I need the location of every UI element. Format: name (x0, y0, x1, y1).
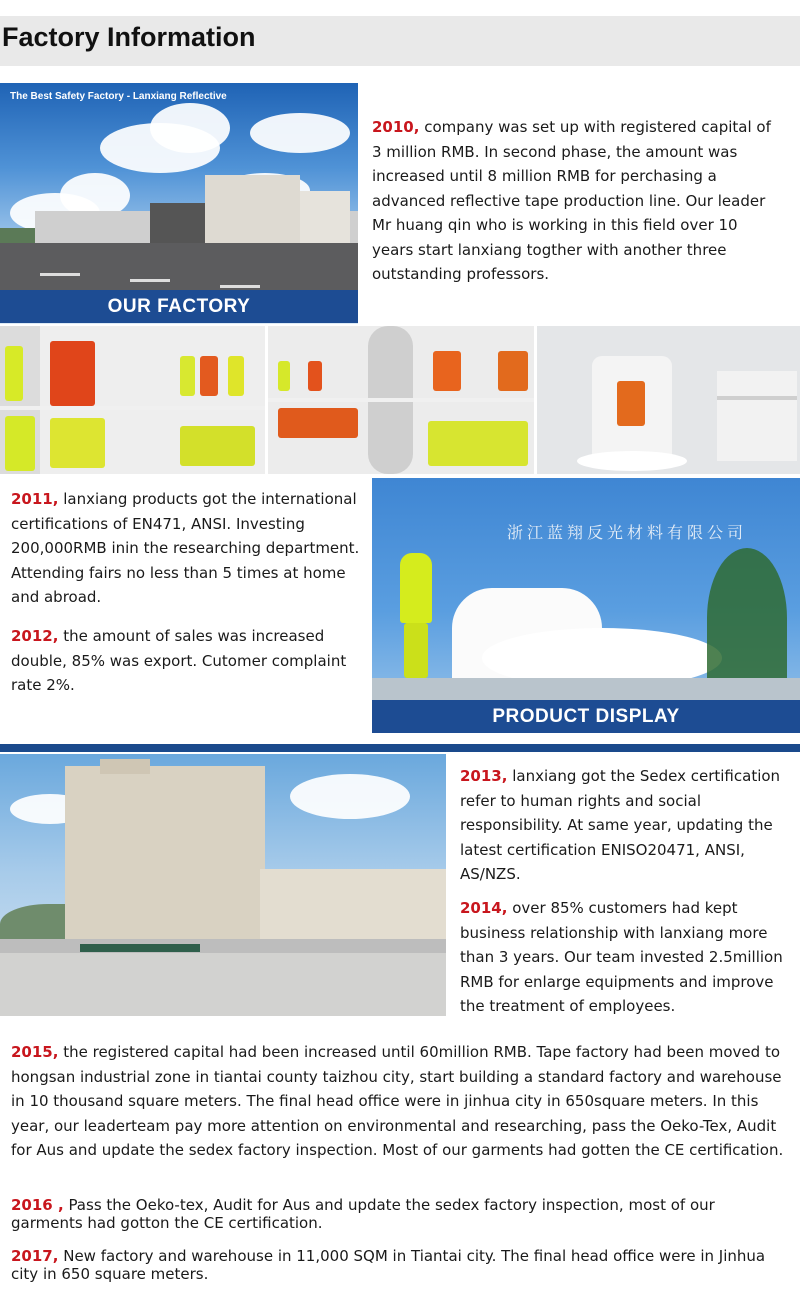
history-2011 (11, 487, 366, 610)
history-2015 (11, 1040, 791, 1163)
page-title: Factory Information (2, 22, 256, 52)
history-text: the amount of sales was increased double, 85% was export. Cutomer complaint rate 2%. (11, 627, 347, 694)
history-text: company was set up with registered capital of 3 million RMB. In second phase, the amount was increased until 8 million RMB for perchasing a advanced reflective tape production line. Our leader Mr huang qin who is working in this field over 10 years start lanxiang togther with another three outstanding professors. (372, 118, 771, 283)
showroom-photo-3 (537, 326, 800, 474)
history-2017 (11, 1247, 791, 1283)
history-2014 (460, 896, 790, 1019)
year-label: 2016 , (11, 1196, 64, 1214)
factory-photo (0, 83, 358, 324)
year-label: 2015, (11, 1043, 59, 1061)
factory-banner-text: The Best Safety Factory - Lanxiang Reflective (10, 91, 227, 102)
year-label: 2013, (460, 767, 508, 785)
showroom-photo-1 (0, 326, 265, 474)
wall-sign: 浙江蓝翔反光材料有限公司 (507, 523, 748, 542)
product-display-caption: PRODUCT DISPLAY (372, 700, 800, 733)
history-2016 (11, 1196, 791, 1232)
building-photo (0, 754, 446, 1016)
page-header (0, 16, 800, 66)
history-2010 (372, 115, 772, 287)
history-text: lanxiang products got the international certifications of EN471, ANSI. Investing 200,000RMB inin the researching department. Attending fairs no less than 5 times at home and abroad. (11, 490, 360, 606)
history-2012 (11, 624, 366, 698)
year-label: 2011, (11, 490, 59, 508)
factory-caption: OUR FACTORY (0, 290, 358, 323)
year-label: 2010, (372, 118, 420, 136)
year-label: 2017, (11, 1247, 59, 1265)
product-display-photo (372, 478, 800, 700)
history-text: over 85% customers had kept business relationship with lanxiang more than 3 years. Our team invested 2.5million RMB for enlarge equipments and improve the treatment of employees. (460, 899, 783, 1015)
year-label: 2014, (460, 899, 508, 917)
history-text: New factory and warehouse in 11,000 SQM in Tiantai city. The final head office were in Jinhua city in 650 square meters. (11, 1247, 766, 1283)
year-label: 2012, (11, 627, 59, 645)
section-divider (0, 744, 800, 752)
history-text: the registered capital had been increased until 60million RMB. Tape factory had been moved to hongsan industrial zone in tiantai county taizhou city, start building a standard factory and warehouse in 10 thousand square meters. The final head office were in jinhua city in 650square meters. In this year, our leaderteam pay more attention on environmental and researching, pass the Oeko-Tex, Audit for Aus and update the sedex factory inspection. Most of our garments had gotten the CE certification. (11, 1043, 784, 1159)
history-2013 (460, 764, 790, 887)
history-text: lanxiang got the Sedex certification refer to human rights and social responsibility. At same year, updating the latest certification ENISO20471, ANSI, AS/NZS. (460, 767, 781, 883)
showroom-photo-2 (268, 326, 534, 474)
history-text: Pass the Oeko-tex, Audit for Aus and update the sedex factory inspection, most of our garments had gotton the CE certification. (11, 1196, 715, 1232)
